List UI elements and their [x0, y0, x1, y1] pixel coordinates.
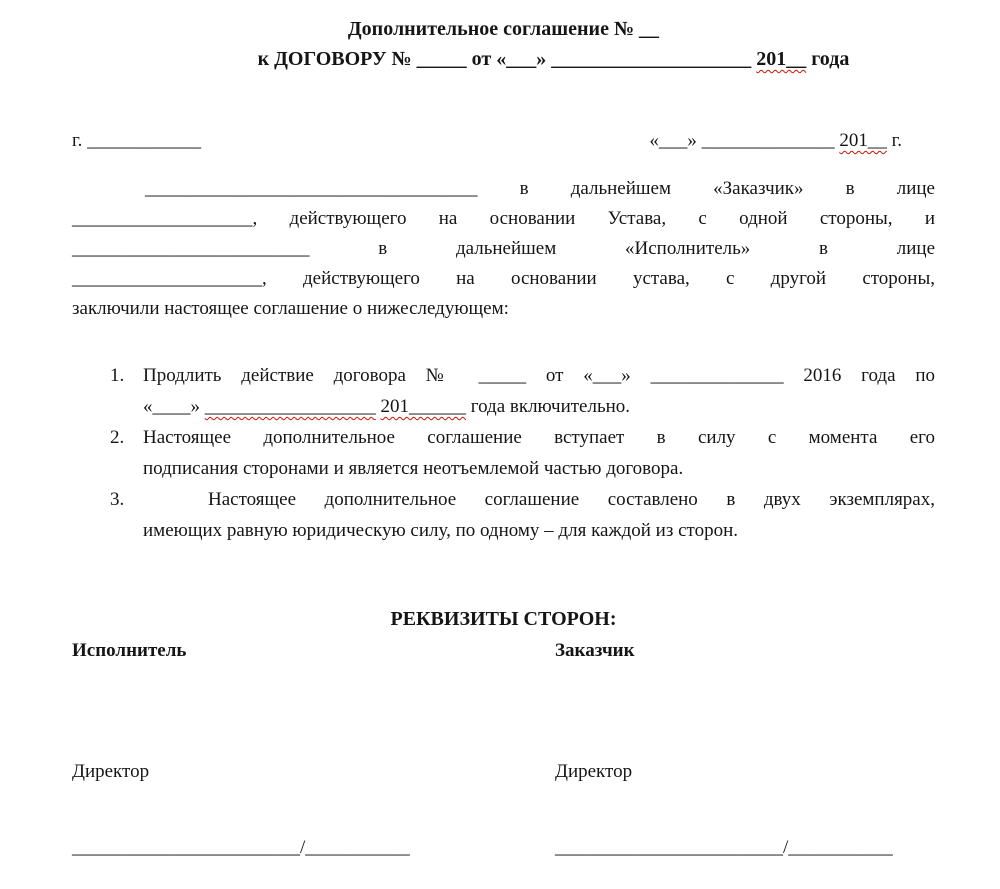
- title-year-flagged: 201__: [756, 48, 807, 70]
- signature-line-left: ________________________/___________: [72, 837, 410, 858]
- preamble-line-3: _________________________ в дальнейшем «Исполнитель» в лице: [72, 238, 935, 259]
- clause-1-number: 1.: [110, 365, 125, 386]
- clause-3-line-2: имеющих равную юридическую силу, по одному – для каждой из сторон.: [143, 520, 738, 541]
- date-line-text: «___» ______________: [649, 130, 840, 151]
- signature-line-right: ________________________/___________: [555, 837, 893, 858]
- director-label-right: Директор: [555, 761, 633, 782]
- parties-row: [72, 635, 935, 666]
- clauses-list: [72, 360, 935, 546]
- preamble-line-1: ___________________________________ в дальнейшем «Заказчик» в лице: [145, 178, 935, 199]
- clause-1-year-flagged: 201______: [380, 396, 466, 417]
- city-date-row: [72, 126, 935, 156]
- clause-1: [72, 360, 935, 422]
- preamble-paragraph: [72, 174, 935, 324]
- preamble-line-2: ___________________, действующего на основании Устава, с одной стороны, и: [72, 208, 935, 229]
- director-label-left: Директор: [72, 761, 150, 782]
- clause-1-line-1: Продлить действие договора № _____ от «___» ______________ 2016 года по: [143, 365, 935, 386]
- clause-2-line-2: подписания сторонами и является неотъемлемой частью договора.: [143, 458, 684, 479]
- clause-2-body: [143, 422, 935, 484]
- date-year-flagged: 201__: [839, 130, 887, 151]
- clause-1-line-2-open: «____»: [143, 396, 205, 417]
- clause-1-body: [143, 360, 935, 422]
- preamble-line-4: ____________________, действующего на основании устава, с другой стороны,: [72, 268, 935, 289]
- document-title: [72, 14, 935, 74]
- city-line: г. ____________: [72, 130, 202, 151]
- title-line-1: Дополнительное соглашение № __: [347, 18, 660, 40]
- clause-1-line-2: [143, 391, 935, 422]
- clause-2-line-1: Настоящее дополнительное соглашение вступает в силу с момента его: [143, 427, 935, 448]
- signatures-row: [72, 832, 935, 863]
- party-label-executor: Исполнитель: [72, 640, 187, 661]
- party-label-customer: Заказчик: [555, 640, 635, 661]
- clause-3-body: [143, 484, 935, 546]
- clause-3-line-1: Настоящее дополнительное соглашение составлено в двух экземплярах,: [208, 489, 935, 510]
- date-line: [649, 126, 902, 156]
- clause-1-blank-flagged: __________________: [204, 396, 376, 417]
- clause-3-number: 3.: [110, 489, 125, 510]
- preamble-line-5: заключили настоящее соглашение о нижеследующем:: [72, 298, 509, 319]
- requisites-heading: РЕКВИЗИТЫ СТОРОН:: [390, 608, 617, 630]
- date-line-tail: г.: [886, 130, 902, 151]
- clause-1-line-2-tail: года включительно.: [466, 396, 631, 417]
- title-line-2-text: к ДОГОВОРУ № _____ от «___» ____________________: [257, 48, 757, 70]
- title-line-2-tail: года: [806, 48, 850, 70]
- title-line-2: [172, 44, 935, 74]
- clause-2-number: 2.: [110, 427, 125, 448]
- directors-row: [72, 756, 935, 787]
- clause-2: [72, 422, 935, 484]
- clause-3: [72, 484, 935, 546]
